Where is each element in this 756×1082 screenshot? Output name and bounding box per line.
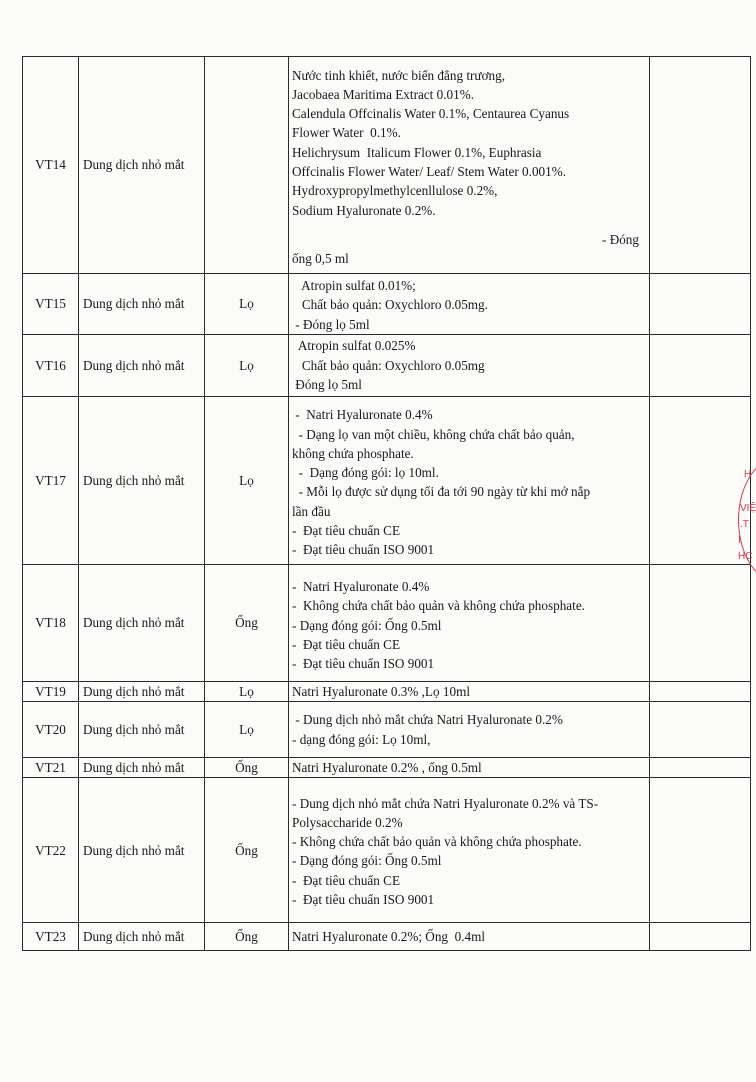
spec-gap [292, 220, 645, 230]
item-specification [289, 702, 650, 758]
item-name: Dung dịch nhỏ mắt [79, 702, 205, 758]
item-name: Dung dịch nhỏ mắt [79, 923, 205, 951]
item-name: Dung dịch nhỏ mắt [79, 564, 205, 681]
spec-line: - Đạt tiêu chuẩn ISO 9001 [292, 892, 435, 908]
spec-line: Đóng lọ 5ml [292, 377, 362, 393]
table-row [23, 778, 751, 923]
spec-line: - Không chứa chất bảo quản và không chứa phosphate. [292, 834, 582, 850]
item-note [650, 923, 751, 951]
spec-line: Jacobaea Maritima Extract 0.01%. [292, 86, 474, 102]
item-code: VT16 [23, 334, 79, 396]
stamp-text: H [744, 469, 752, 480]
stamp-text: VIỆ [740, 503, 756, 514]
item-name: Dung dịch nhỏ mắt [79, 396, 205, 564]
item-specification [289, 758, 650, 778]
spec-line: Sodium Hyaluronate 0.2%. [292, 202, 436, 218]
spec-line: Offcinalis Flower Water/ Leaf/ Stem Water 0.001%. [292, 164, 567, 179]
item-note [650, 334, 751, 396]
item-specification [289, 57, 650, 274]
red-stamp-fragment [734, 463, 756, 575]
table-row [23, 923, 751, 951]
item-unit: Ống [205, 923, 289, 951]
item-specification [289, 923, 650, 951]
spec-line: Atropin sulfat 0.025% [292, 338, 416, 354]
item-note [650, 702, 751, 758]
spec-line: - Đóng [602, 231, 639, 247]
spec-line: - Mỗi lọ được sử dụng tối đa tới 90 ngày từ khi mở nắp [292, 484, 591, 500]
item-code: VT17 [23, 396, 79, 564]
item-specification [289, 334, 650, 396]
item-unit: Lọ [205, 334, 289, 396]
item-unit: Lọ [205, 702, 289, 758]
table-row [23, 396, 751, 564]
spec-line: Atropin sulfat 0.01%; [292, 278, 416, 293]
table-row [23, 758, 751, 778]
table-row [23, 564, 751, 681]
spec-line: - Đạt tiêu chuẩn CE [292, 872, 401, 888]
spec-line: - Đạt tiêu chuẩn CE [292, 522, 401, 538]
spec-line: ống 0,5 ml [292, 251, 349, 267]
item-unit: Lọ [205, 274, 289, 335]
spec-line: - Đạt tiêu chuẩn ISO 9001 [292, 656, 435, 672]
spec-line: - dạng đóng gói: Lọ 10ml, [292, 731, 431, 747]
spec-line: - Đạt tiêu chuẩn CE [292, 637, 401, 653]
item-code: VT21 [23, 758, 79, 778]
table-body [23, 57, 751, 951]
spec-line: - Natri Hyaluronate 0.4% [292, 407, 433, 423]
spec-line: - Dung dịch nhỏ mắt chứa Natri Hyaluronate 0.2% [292, 712, 563, 728]
item-unit: Lọ [205, 396, 289, 564]
stamp-text: I HC [738, 535, 753, 562]
item-unit: Ống [205, 758, 289, 778]
item-code: VT23 [23, 923, 79, 951]
spec-line: - Natri Hyaluronate 0.4% [292, 579, 430, 595]
spec-line: - Dung dịch nhỏ mắt chứa Natri Hyaluronate 0.2% và TS- [292, 795, 599, 811]
item-name: Dung dịch nhỏ mắt [79, 681, 205, 701]
item-specification [289, 274, 650, 335]
item-code: VT15 [23, 274, 79, 335]
item-note [650, 274, 751, 335]
item-code: VT14 [23, 57, 79, 274]
specification-table [22, 56, 751, 951]
item-unit [205, 57, 289, 274]
spec-line: Natri Hyaluronate 0.3% ,Lọ 10ml [292, 683, 470, 699]
item-name: Dung dịch nhỏ mắt [79, 758, 205, 778]
item-code: VT22 [23, 778, 79, 923]
item-code: VT20 [23, 702, 79, 758]
spec-line: Flower Water 0.1%. [292, 125, 401, 141]
spec-line: Nước tinh khiết, nước biển đẳng trương, [292, 67, 506, 83]
item-note [650, 778, 751, 923]
item-specification [289, 778, 650, 923]
item-code: VT18 [23, 564, 79, 681]
item-note [650, 564, 751, 681]
item-name: Dung dịch nhỏ mắt [79, 334, 205, 396]
table-row [23, 681, 751, 701]
item-unit: Lọ [205, 681, 289, 701]
item-note [650, 758, 751, 778]
spec-line: - Đạt tiêu chuẩn ISO 9001 [292, 542, 435, 558]
spec-line: - Dạng đóng gói: Ống 0.5ml [292, 853, 442, 869]
table-row [23, 274, 751, 335]
spec-line: - Đóng lọ 5ml [292, 316, 370, 332]
spec-line: Polysaccharide 0.2% [292, 814, 403, 830]
spec-line: Chất bảo quản: Oxychloro 0.05mg [292, 357, 485, 373]
item-note [650, 57, 751, 274]
table-row [23, 702, 751, 758]
item-unit: Ống [205, 564, 289, 681]
spec-line: - Dạng lọ van một chiều, không chứa chất bảo quản, [292, 426, 575, 442]
spec-line: Hydroxypropylmethylcenllulose 0.2%, [292, 183, 498, 199]
spec-line: Helichrysum Italicum Flower 0.1%, Euphrasia [292, 144, 542, 160]
item-specification [289, 396, 650, 564]
item-name: Dung dịch nhỏ mắt [79, 274, 205, 335]
item-specification [289, 681, 650, 701]
spec-line: không chứa phosphate. [292, 445, 414, 461]
item-name: Dung dịch nhỏ mắt [79, 57, 205, 274]
item-unit: Ống [205, 778, 289, 923]
stamp-text: .T [740, 519, 749, 530]
spec-line: Natri Hyaluronate 0.2% , ống 0.5ml [292, 760, 482, 776]
spec-line: - Không chứa chất bảo quản và không chứa phosphate. [292, 598, 585, 614]
spec-line: Natri Hyaluronate 0.2%; Ống 0.4ml [292, 929, 486, 945]
table-row [23, 57, 751, 274]
spec-line: - Dạng đóng gói: Ống 0.5ml [292, 617, 442, 633]
spec-line: - Dạng đóng gói: lọ 10ml. [292, 465, 439, 481]
table-row [23, 334, 751, 396]
spec-line: Chất bảo quản: Oxychloro 0.05mg. [292, 297, 488, 313]
item-specification [289, 564, 650, 681]
spec-line: Calendula Offcinalis Water 0.1%, Centaurea Cyanus [292, 106, 570, 122]
item-note [650, 681, 751, 701]
spec-line: lần đầu [292, 503, 331, 519]
item-name: Dung dịch nhỏ mắt [79, 778, 205, 923]
item-code: VT19 [23, 681, 79, 701]
